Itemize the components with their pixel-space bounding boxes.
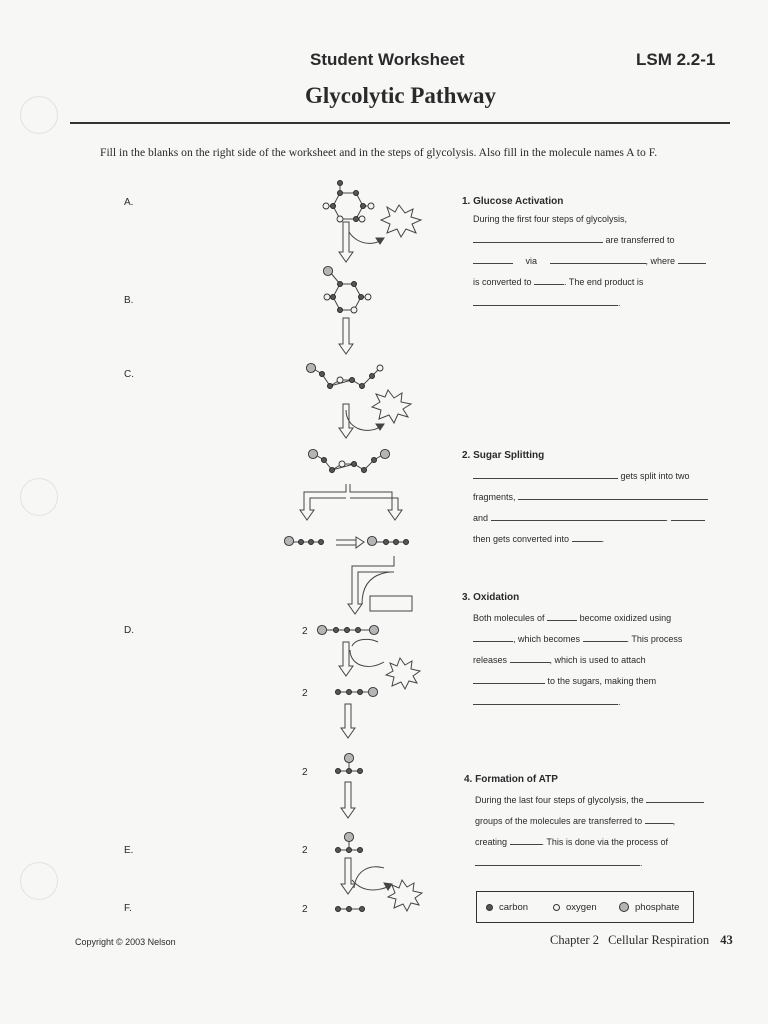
section-text: releases: [473, 655, 508, 665]
multiplier: 2: [302, 626, 308, 637]
page-number: 43: [720, 933, 733, 947]
oxygen-icon: [553, 904, 560, 911]
fill-blank[interactable]: [475, 856, 640, 866]
section-text: and: [473, 513, 489, 523]
multiplier: 2: [302, 688, 308, 699]
section-text: , which becomes: [513, 634, 581, 644]
fill-blank[interactable]: [510, 653, 550, 663]
section-text: creating: [475, 837, 508, 847]
answer-box: [370, 596, 412, 611]
molecule-label-d: D.: [124, 625, 134, 636]
multiplier: 2: [302, 845, 308, 856]
fill-blank[interactable]: [473, 469, 618, 479]
section-text: groups of the molecules are transferred to: [475, 816, 643, 826]
molecule-label-a: A.: [124, 197, 134, 208]
section-text: to the sugars, making them: [547, 676, 657, 686]
fill-blank[interactable]: [572, 532, 602, 542]
section-text: Both molecules of: [473, 613, 545, 623]
section-text: is converted to: [473, 277, 532, 287]
page-footer: [550, 933, 733, 948]
section-title: 2. Sugar Splitting: [462, 450, 545, 461]
section-title: 1. Glucose Activation: [462, 196, 564, 207]
section-title: 3. Oxidation: [462, 592, 520, 603]
section-text: During the first four steps of glycolysis,: [473, 214, 628, 224]
fill-blank[interactable]: [510, 835, 542, 845]
chapter-label: Chapter 2: [550, 933, 599, 947]
section-sugar-splitting: 2. Sugar Splitting gets split into two fragments, and . then gets converted into .: [462, 450, 732, 544]
energy-input-arrow: [346, 410, 384, 430]
molecule-label-f: F.: [124, 903, 132, 914]
fill-blank[interactable]: [678, 254, 706, 264]
fill-blank[interactable]: [491, 511, 666, 521]
atp-starburst: [388, 880, 422, 911]
fill-blank[interactable]: [646, 793, 704, 803]
legend-oxygen: [553, 902, 597, 913]
section-title: 4. Formation of ATP: [464, 774, 558, 785]
section-text: gets split into two: [620, 471, 690, 481]
multiplier: 2: [302, 767, 308, 778]
instructions: Fill in the blanks on the right side of the worksheet and in the steps of glycolysis. Also fill in the molecule names A to F.: [100, 146, 658, 159]
chapter-title: Cellular Respiration: [608, 933, 710, 947]
section-text: become oxidized using: [579, 613, 672, 623]
fill-blank[interactable]: [645, 814, 673, 824]
legend: [476, 891, 694, 923]
fill-blank[interactable]: [547, 611, 577, 621]
fill-blank[interactable]: [583, 632, 627, 642]
fill-blank[interactable]: [671, 511, 705, 521]
section-text: are transferred to: [605, 235, 675, 245]
section-text: then gets converted into: [473, 534, 570, 544]
atp-starburst: [372, 390, 411, 423]
section-text: . The end product is: [564, 277, 644, 287]
section-formation-of-atp: 4. Formation of ATP During the last four steps of glycolysis, the groups of the molecules are transferred to , creating . This is done via the process of .: [464, 774, 734, 868]
legend-phosphate: [619, 902, 679, 913]
fill-blank[interactable]: [534, 275, 564, 285]
fill-blank[interactable]: [473, 632, 513, 642]
section-text: via: [525, 256, 538, 266]
page-title: Glycolytic Pathway: [305, 83, 496, 108]
carbon-icon: [486, 904, 493, 911]
section-glucose-activation: 1. Glucose Activation During the first four steps of glycolysis, are transferred to via , where is converted to . The end product is .: [462, 196, 732, 308]
worksheet-code: LSM 2.2-1: [636, 50, 716, 69]
legend-carbon: [486, 902, 528, 913]
section-text: . This is done via the process of: [541, 837, 668, 847]
fill-blank[interactable]: [473, 296, 618, 306]
section-text: , where: [645, 256, 676, 266]
multiplier: 2: [302, 904, 308, 915]
energy-input-arrow: [350, 650, 384, 666]
section-text: . This process: [626, 634, 683, 644]
phosphate-icon: [619, 902, 629, 912]
section-text: fragments,: [473, 492, 516, 502]
section-text: , which is used to attach: [549, 655, 646, 665]
molecule-label-e: E.: [124, 845, 134, 856]
atp-starburst: [386, 658, 420, 689]
molecule-label-c: C.: [124, 369, 134, 380]
legend-label: carbon: [499, 902, 529, 913]
worksheet-header: Student Worksheet: [310, 50, 465, 69]
atp-starburst: [381, 205, 421, 237]
legend-label: phosphate: [635, 902, 680, 913]
molecule-label-b: B.: [124, 295, 134, 306]
fill-blank[interactable]: [550, 254, 646, 264]
molecule-a-glucose: [326, 183, 370, 219]
conversion-arrow: [336, 537, 364, 548]
fill-blank[interactable]: [473, 254, 513, 264]
section-text: During the last four steps of glycolysis, the: [475, 795, 644, 805]
fill-blank[interactable]: [473, 233, 603, 243]
pathway-arrows: [339, 222, 355, 894]
legend-label: oxygen: [566, 902, 597, 913]
splitting-arrow: [300, 484, 402, 520]
section-oxidation: 3. Oxidation Both molecules of become oxidized using , which becomes . This process releases , which is used to attach to the sugars, making them .: [462, 592, 732, 707]
copyright: Copyright © 2003 Nelson: [75, 937, 176, 947]
energy-input-arrow: [346, 222, 384, 244]
fill-blank[interactable]: [518, 490, 708, 500]
fill-blank[interactable]: [473, 674, 545, 684]
molecule-b-ring: [327, 272, 368, 310]
energy-output-arrow: [352, 867, 392, 890]
fill-blank[interactable]: [473, 695, 618, 705]
